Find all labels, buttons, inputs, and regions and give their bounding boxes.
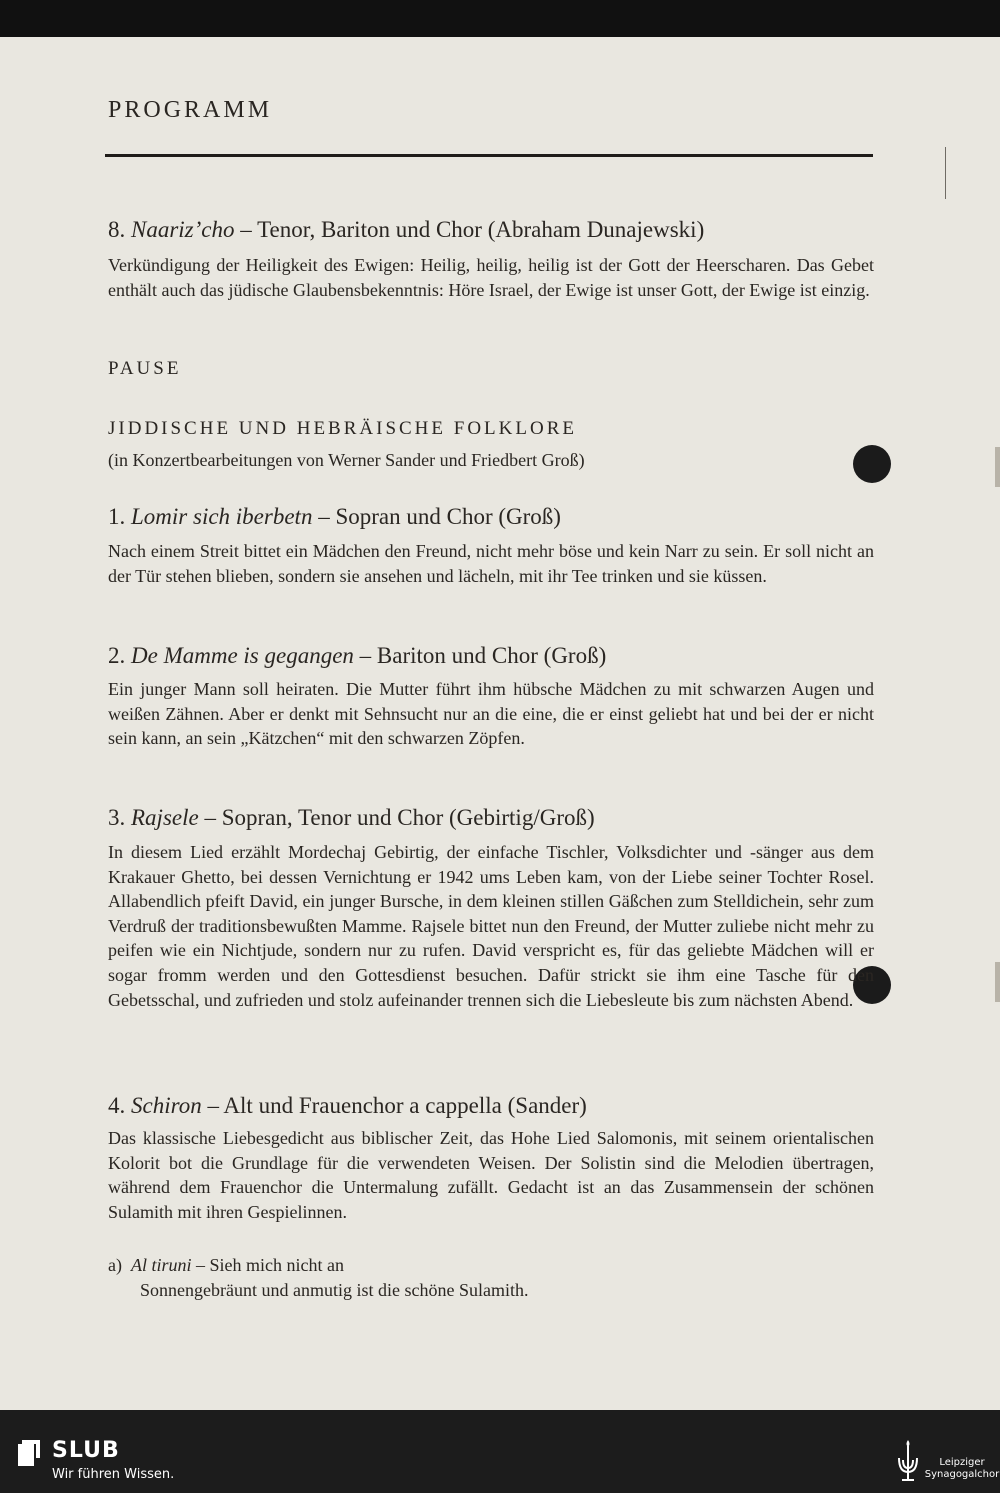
partner-name[interactable]: [924, 1457, 1000, 1481]
item-title-italic: Rajsele: [131, 805, 199, 830]
section-title: JIDDISCHE UND HEBRÄISCHE FOLKLORE: [108, 418, 577, 439]
partner-name-line2: Synagogalchor: [924, 1469, 1000, 1480]
item-title-italic: Naariz’cho: [131, 217, 235, 242]
item-number: 4.: [108, 1093, 126, 1118]
item-number: 3.: [108, 805, 126, 830]
item-4-description: Das klassische Liebesgedicht aus biblischer Zeit, das Hohe Lied Salomonis, mit seinem orientalischen Kolorit bot die Grundlage für die verwendeten Weisen. Der Solistin sind die Melodien übertragen, während dem Frauenchor die Untermalung zufällt. Gedacht ist an das Zusammensein der schönen Sulamith mit ihren Gespielinnen.: [108, 1128, 874, 1222]
slub-logo-icon: [18, 1440, 40, 1466]
item-title-italic: De Mamme is gegangen: [131, 643, 354, 668]
item-1-title: [108, 504, 561, 530]
subitem-title-rest: – Sieh mich nicht an: [196, 1255, 344, 1275]
section-subtitle: (in Konzertbearbeitungen von Werner Sander und Friedbert Groß): [108, 450, 585, 470]
slub-name[interactable]: SLUB: [52, 1438, 120, 1463]
item-8-title: [108, 217, 704, 243]
item-number: 8.: [108, 217, 126, 242]
item-title-italic: Schiron: [131, 1093, 202, 1118]
fold-mark: [945, 147, 946, 199]
heading-rule: [105, 154, 873, 157]
item-2-title: [108, 643, 606, 669]
subitem-title-italic: Al tiruni: [130, 1255, 192, 1275]
punch-hole: [853, 445, 891, 483]
item-title-rest: – Bariton und Chor (Groß): [359, 643, 607, 668]
item-number: 1.: [108, 504, 126, 529]
page-heading: PROGRAMM: [108, 97, 273, 123]
viewer-top-bar: [0, 0, 1000, 37]
document-page: [0, 37, 1000, 1410]
subitem-a-text: Sonnengebräunt und anmutig ist die schöne Sulamith.: [140, 1280, 529, 1300]
item-title-rest: – Sopran, Tenor und Chor (Gebirtig/Groß): [204, 805, 595, 830]
subitem-label: a): [108, 1255, 122, 1275]
subitem-a: [108, 1253, 344, 1278]
item-1-description: Nach einem Streit bittet ein Mädchen den Freund, nicht mehr böse und kein Narr zu sein. Er soll nicht an der Tür stehen blieben, sondern sie ansehen und lächeln, mit ihr Tee trinken und sie küssen.: [108, 541, 874, 586]
item-title-rest: – Sopran und Chor (Groß): [318, 504, 561, 529]
item-8-description: Verkündigung der Heiligkeit des Ewigen: Heilig, heilig, heilig ist der Gott der Heerscharen. Das Gebet enthält auch das jüdische Glaubensbekenntnis: Höre Israel, der Ewige ist unser Gott, der Ewige ist einzig.: [108, 255, 874, 300]
item-number: 2.: [108, 643, 126, 668]
item-title-rest: – Tenor, Bariton und Chor (Abraham Dunajewski): [240, 217, 705, 242]
item-title-italic: Lomir sich iberbetn: [131, 504, 313, 529]
viewer-footer: [0, 1410, 1000, 1493]
menorah-logo-icon: [893, 1438, 923, 1488]
item-title-rest: – Alt und Frauenchor a cappella (Sander): [207, 1093, 587, 1118]
edge-mark: [995, 962, 1000, 1002]
edge-mark: [995, 447, 1000, 487]
item-3-title: [108, 805, 595, 831]
slub-tagline: Wir führen Wissen.: [52, 1467, 175, 1482]
item-3-description: In diesem Lied erzählt Mordechaj Gebirtig, der einfache Tischler, Volksdichter und -sänger aus dem Krakauer Ghetto, bei dessen Vernichtung er 1942 ums Leben kam, von der Liebe seiner Tochter Rosel. Allabendlich pfeift David, ein junger Bursche, in dem kleinen stillen Gäßchen zum Stelldichein, sehr zum Verdruß der traditionsbewußten Mamme. Rajsele bittet nun den Freund, der Mutter zuliebe nicht mehr zu peifen wie ein Nichtjude, sondern nur zu rufen. David verspricht es, für das geliebte Mädchen will er sogar fromm werden und den Gottesdienst besuchen. Dafür strickt sie ihm eine Tasche für den Gebetsschal, und zufrieden und stolz aufeinander trennen sich die Liebesleute bis zum nächsten Abend.: [108, 842, 874, 1010]
pause-label: PAUSE: [108, 358, 182, 379]
partner-name-line1: Leipziger: [939, 1457, 985, 1468]
item-2-description: Ein junger Mann soll heiraten. Die Mutter führt ihm hübsche Mädchen zu mit schwarzen Augen und weißen Zähnen. Aber er denkt mit Sehnsucht nur an die eine, die er einst geliebt hat und bei der er nicht sein kann, an sein „Kätzchen“ mit den schwarzen Zöpfen.: [108, 679, 874, 749]
item-4-title: [108, 1093, 587, 1119]
